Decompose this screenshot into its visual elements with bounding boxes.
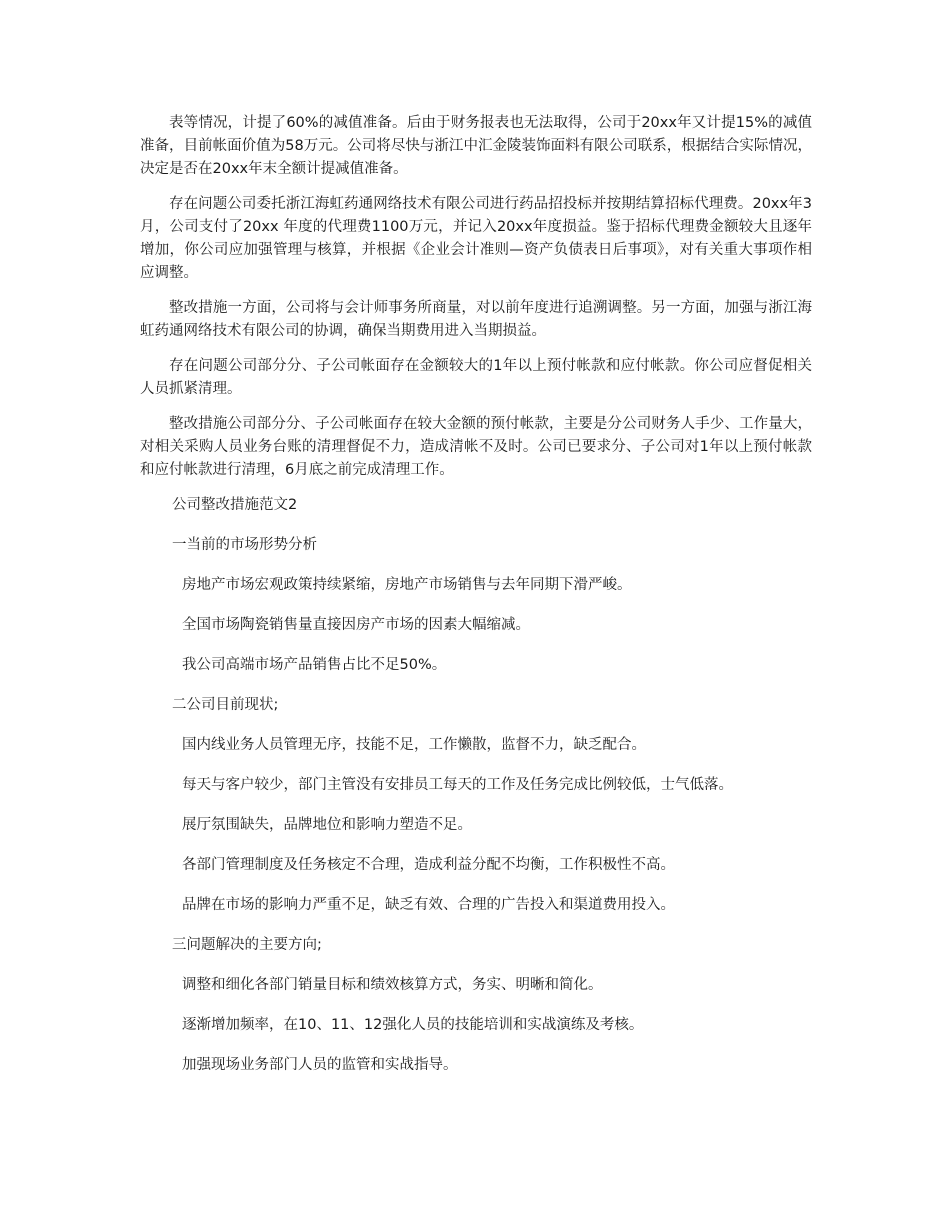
section-title: 公司整改措施范文2	[172, 497, 298, 513]
list-item: 全国市场陶瓷销售量直接因房产市场的因素大幅缩减。	[182, 617, 530, 633]
paragraph: 存在问题公司部分分、子公司帐面存在金额较大的1年以上预付帐款和应付帐款。你公司应督促相关人员抓紧清理。	[140, 358, 812, 397]
paragraph: 存在问题公司委托浙江海虹药通网络技术有限公司进行药品招投标并按期结算招标代理费。20xx年3月，公司支付了20xx 年度的代理费1100万元，并记入20xx年度损益。鉴于招标代理费金额较大且逐年增加，你公司应加强管理与核算，并根据《企业会计准则—资产负债表日后事项》，对有关重大事项作相应调整。	[140, 196, 812, 281]
list-item: 国内线业务人员管理无序，技能不足，工作懒散，监督不力，缺乏配合。	[182, 737, 646, 753]
list-item: 加强现场业务部门人员的监管和实战指导。	[182, 1057, 458, 1073]
list-item: 每天与客户较少，部门主管没有安排员工每天的工作及任务完成比例较低，士气低落。	[182, 777, 733, 793]
list-item: 调整和细化各部门销量目标和绩效核算方式，务实、明晰和简化。	[182, 977, 603, 993]
list-item: 各部门管理制度及任务核定不合理，造成利益分配不均衡，工作积极性不高。	[182, 857, 675, 873]
section-heading: 三问题解决的主要方向;	[172, 937, 322, 953]
section-heading: 一当前的市场形势分析	[172, 537, 317, 553]
document-body	[140, 112, 812, 1094]
section-heading: 二公司目前现状;	[172, 697, 279, 713]
paragraph: 表等情况，计提了60%的减值准备。后由于财务报表也无法取得，公司于20xx年又计提15%的减值准备，目前帐面价值为58万元。公司将尽快与浙江中汇金陵装饰面料有限公司联系，根据结合实际情况，决定是否在20xx年末全额计提减值准备。	[140, 115, 812, 177]
list-item: 展厅氛围缺失，品牌地位和影响力塑造不足。	[182, 817, 472, 833]
list-item: 品牌在市场的影响力严重不足，缺乏有效、合理的广告投入和渠道费用投入。	[182, 897, 675, 913]
list-item: 房地产市场宏观政策持续紧缩，房地产市场销售与去年同期下滑严峻。	[182, 577, 632, 593]
list-item: 我公司高端市场产品销售占比不足50%。	[182, 657, 447, 673]
paragraph: 整改措施一方面，公司将与会计师事务所商量，对以前年度进行追溯调整。另一方面，加强与浙江海虹药通网络技术有限公司的协调，确保当期费用进入当期损益。	[140, 300, 812, 339]
paragraph: 整改措施公司部分分、子公司帐面存在较大金额的预付帐款，主要是分公司财务人手少、工作量大，对相关采购人员业务台账的清理督促不力，造成清帐不及时。公司已要求分、子公司对1年以上预付帐款和应付帐款进行清理，6月底之前完成清理工作。	[140, 416, 812, 478]
list-item: 逐渐增加频率，在10、11、12强化人员的技能培训和实战演练及考核。	[182, 1017, 644, 1033]
